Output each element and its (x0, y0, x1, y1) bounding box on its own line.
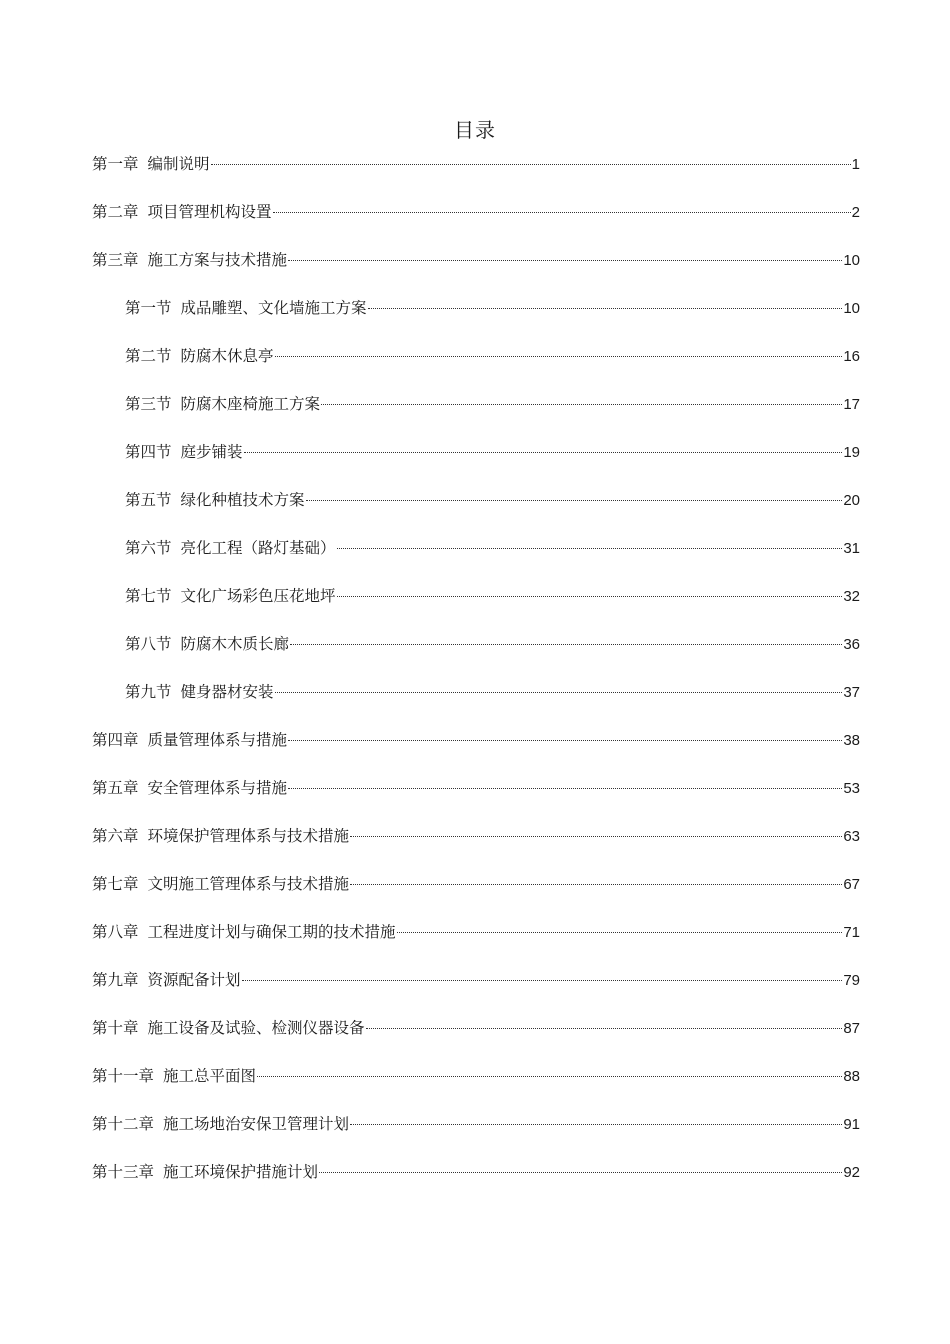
toc-entry-number: 第六节 (125, 539, 172, 557)
toc-entry-page: 20 (843, 492, 860, 509)
toc-entry[interactable] (92, 438, 860, 486)
toc-entry-number: 第五章 (92, 779, 139, 797)
toc-leader-dots (321, 386, 842, 405)
toc-leader-dots (288, 770, 842, 789)
toc-entry-title: 质量管理体系与措施 (147, 731, 288, 749)
toc-leader-dots (288, 242, 842, 261)
toc-leader-dots (337, 578, 843, 597)
toc-entry-page: 88 (843, 1068, 860, 1085)
toc-entry-number: 第三章 (92, 251, 139, 269)
toc-entry-title: 施工设备及试验、检测仪器设备 (147, 1019, 365, 1037)
toc-leader-dots (242, 962, 843, 981)
toc-entry-title: 资源配备计划 (147, 971, 241, 989)
toc-entry[interactable] (92, 150, 860, 198)
toc-entry[interactable] (92, 486, 860, 534)
toc-entry-title: 成品雕塑、文化墙施工方案 (180, 299, 367, 317)
toc-entry-title: 施工环境保护措施计划 (163, 1163, 319, 1181)
toc-leader-dots (319, 1154, 842, 1173)
table-of-contents (92, 150, 860, 1206)
toc-entry-page: 87 (843, 1020, 860, 1037)
toc-entry[interactable] (92, 774, 860, 822)
toc-leader-dots (290, 626, 842, 645)
toc-entry[interactable] (92, 678, 860, 726)
toc-entry[interactable] (92, 822, 860, 870)
toc-leader-dots (288, 722, 842, 741)
toc-entry-page: 92 (843, 1164, 860, 1181)
toc-entry[interactable] (92, 198, 860, 246)
toc-entry-number: 第十三章 (92, 1163, 155, 1181)
toc-entry-number: 第八章 (92, 923, 139, 941)
toc-entry[interactable] (92, 534, 860, 582)
toc-entry-page: 31 (843, 540, 860, 557)
toc-entry-number: 第七节 (125, 587, 172, 605)
toc-entry[interactable] (92, 390, 860, 438)
toc-leader-dots (306, 482, 843, 501)
toc-entry-title: 健身器材安装 (180, 683, 274, 701)
toc-entry[interactable] (92, 966, 860, 1014)
toc-entry-page: 38 (843, 732, 860, 749)
toc-entry-page: 53 (843, 780, 860, 797)
toc-entry-title: 项目管理机构设置 (147, 203, 272, 221)
toc-entry-title: 施工方案与技术措施 (147, 251, 288, 269)
toc-entry-number: 第六章 (92, 827, 139, 845)
toc-entry-title: 施工总平面图 (163, 1067, 257, 1085)
toc-entry-page: 2 (851, 204, 860, 221)
toc-entry-title: 文明施工管理体系与技术措施 (147, 875, 350, 893)
toc-entry-page: 32 (843, 588, 860, 605)
toc-entry-title: 安全管理体系与措施 (147, 779, 288, 797)
toc-entry[interactable] (92, 1014, 860, 1062)
toc-entry-page: 10 (843, 252, 860, 269)
toc-entry-number: 第十章 (92, 1019, 139, 1037)
toc-entry-page: 17 (843, 396, 860, 413)
toc-leader-dots (244, 434, 843, 453)
toc-leader-dots (397, 914, 843, 933)
toc-entry[interactable] (92, 918, 860, 966)
toc-entry-page: 91 (843, 1116, 860, 1133)
toc-leader-dots (275, 338, 843, 357)
toc-entry-number: 第三节 (125, 395, 172, 413)
toc-entry-page: 10 (843, 300, 860, 317)
toc-entry-number: 第一节 (125, 299, 172, 317)
toc-entry-number: 第十二章 (92, 1115, 155, 1133)
toc-entry-number: 第四章 (92, 731, 139, 749)
toc-entry-number: 第五节 (125, 491, 172, 509)
toc-entry[interactable] (92, 246, 860, 294)
toc-leader-dots (257, 1058, 842, 1077)
toc-entry-number: 第十一章 (92, 1067, 155, 1085)
toc-entry[interactable] (92, 630, 860, 678)
toc-entry-number: 第七章 (92, 875, 139, 893)
toc-entry-title: 环境保护管理体系与技术措施 (147, 827, 350, 845)
toc-entry[interactable] (92, 294, 860, 342)
toc-entry-number: 第二章 (92, 203, 139, 221)
toc-entry[interactable] (92, 1158, 860, 1206)
toc-entry-page: 1 (851, 156, 860, 173)
toc-leader-dots (350, 1106, 842, 1125)
toc-leader-dots (368, 290, 843, 309)
toc-entry[interactable] (92, 726, 860, 774)
toc-leader-dots (350, 818, 842, 837)
toc-entry-number: 第四节 (125, 443, 172, 461)
toc-entry[interactable] (92, 342, 860, 390)
toc-entry-number: 第九节 (125, 683, 172, 701)
toc-leader-dots (275, 674, 843, 693)
toc-entry-page: 79 (843, 972, 860, 989)
toc-entry-page: 37 (843, 684, 860, 701)
toc-entry-number: 第八节 (125, 635, 172, 653)
toc-entry-page: 19 (843, 444, 860, 461)
toc-entry[interactable] (92, 582, 860, 630)
toc-entry-page: 67 (843, 876, 860, 893)
toc-entry[interactable] (92, 870, 860, 918)
toc-entry-page: 71 (843, 924, 860, 941)
toc-entry-title: 亮化工程（路灯基础） (180, 539, 336, 557)
toc-entry-title: 工程进度计划与确保工期的技术措施 (147, 923, 396, 941)
toc-entry-title: 绿化种植技术方案 (180, 491, 305, 509)
toc-entry[interactable] (92, 1062, 860, 1110)
toc-entry-title: 文化广场彩色压花地坪 (180, 587, 336, 605)
toc-entry-number: 第九章 (92, 971, 139, 989)
toc-leader-dots (211, 146, 851, 165)
toc-entry-title: 施工场地治安保卫管理计划 (163, 1115, 350, 1133)
toc-title: 目录 (454, 118, 496, 142)
toc-entry-page: 36 (843, 636, 860, 653)
toc-entry-page: 16 (843, 348, 860, 365)
toc-entry-title: 编制说明 (147, 155, 210, 173)
toc-entry-number: 第一章 (92, 155, 139, 173)
toc-leader-dots (273, 194, 851, 213)
toc-leader-dots (350, 866, 842, 885)
toc-entry-title: 防腐木木质长廊 (180, 635, 290, 653)
toc-entry-title: 防腐木座椅施工方案 (180, 395, 321, 413)
toc-entry-title: 防腐木休息亭 (180, 347, 274, 365)
toc-leader-dots (337, 530, 843, 549)
toc-leader-dots (366, 1010, 843, 1029)
toc-entry-page: 63 (843, 828, 860, 845)
toc-entry-title: 庭步铺装 (180, 443, 243, 461)
toc-entry[interactable] (92, 1110, 860, 1158)
toc-entry-number: 第二节 (125, 347, 172, 365)
